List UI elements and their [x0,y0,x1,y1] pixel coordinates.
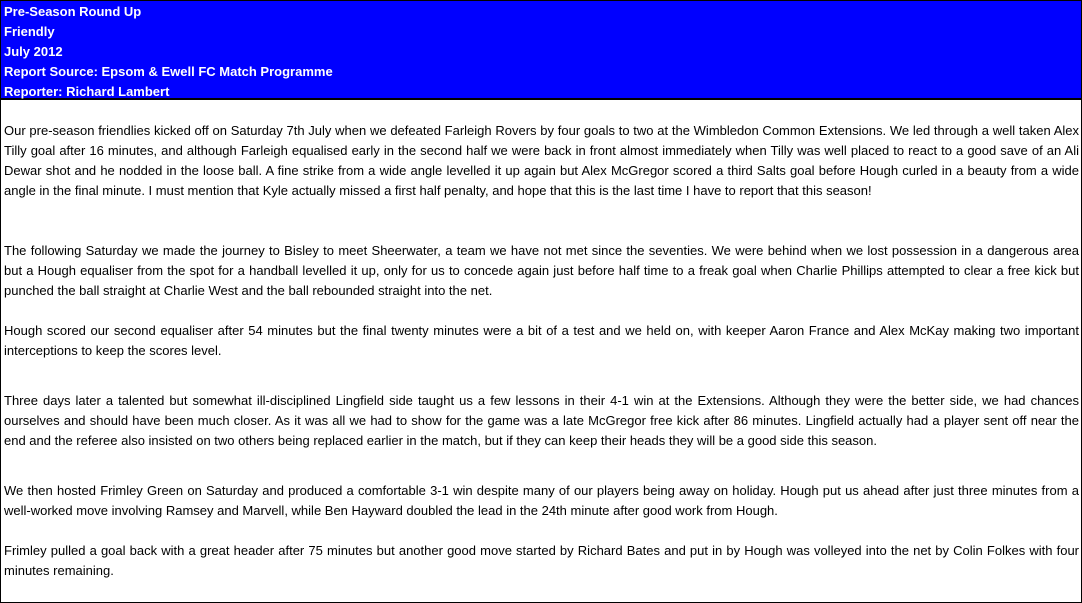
header-match-type: Friendly [4,24,55,39]
report-paragraph: Frimley pulled a goal back with a great header after 75 minutes but another good move started by Richard Bates and put in by Hough was volleyed into the net by Colin Folkes with four minutes remaining. [4,543,1079,578]
header-reporter: Reporter: Richard Lambert [4,84,170,99]
header-title: Pre-Season Round Up [4,4,142,19]
report-paragraph: We then hosted Frimley Green on Saturday and produced a comfortable 3-1 win despite many of our players being away on holiday. Hough put us ahead after just three minutes from a well-worked move involving Ramsey and Marvell, while Ben Hayward doubled the lead in the 24th minute after good work from Hough. [4,483,1079,518]
report-paragraph: The following Saturday we made the journey to Bisley to meet Sheerwater, a team we have not met since the seventies. We were behind when we lost possession in a dangerous area but a Hough equaliser from the spot for a handball levelled it up, only for us to concede again just before half time to a freak goal when Charlie Phillips attempted to clear a free kick but punched the ball straight at Charlie West and the ball rebounded straight into the net. [4,243,1079,298]
report-header [1,1,1081,100]
report-paragraph: Hough scored our second equaliser after 54 minutes but the final twenty minutes were a bit of a test and we held on, with keeper Aaron France and Alex McKay making two important interceptions to keep the scores level. [4,323,1079,358]
report-paragraph: Our pre-season friendlies kicked off on Saturday 7th July when we defeated Farleigh Rovers by four goals to two at the Wimbledon Common Extensions. We led through a well taken Alex Tilly goal after 16 minutes, and although Farleigh equalised early in the second half we were back in front almost immediately when Tilly was well placed to react to a good save of an Ali Dewar shot and he nodded in the loose ball. A fine strike from a wide angle levelled it up again but Alex McGregor scored a third Salts goal before Hough curled in a beauty from a wide angle in the final minute. I must mention that Kyle actually missed a first half penalty, and hope that this is the last time I have to report that this season! [4,123,1079,198]
header-source: Report Source: Epsom & Ewell FC Match Programme [4,64,333,79]
report-paragraph: Three days later a talented but somewhat ill-disciplined Lingfield side taught us a few lessons in their 4-1 win at the Extensions. Although they were the better side, we had chances ourselves and should have been much closer. As it was all we had to show for the game was a late McGregor free kick after 86 minutes. Lingfield actually had a player sent off near the end and the referee also insisted on two others being replaced earlier in the match, but if they can keep their heads they will be a good side this season. [4,393,1079,448]
header-date: July 2012 [4,44,63,59]
